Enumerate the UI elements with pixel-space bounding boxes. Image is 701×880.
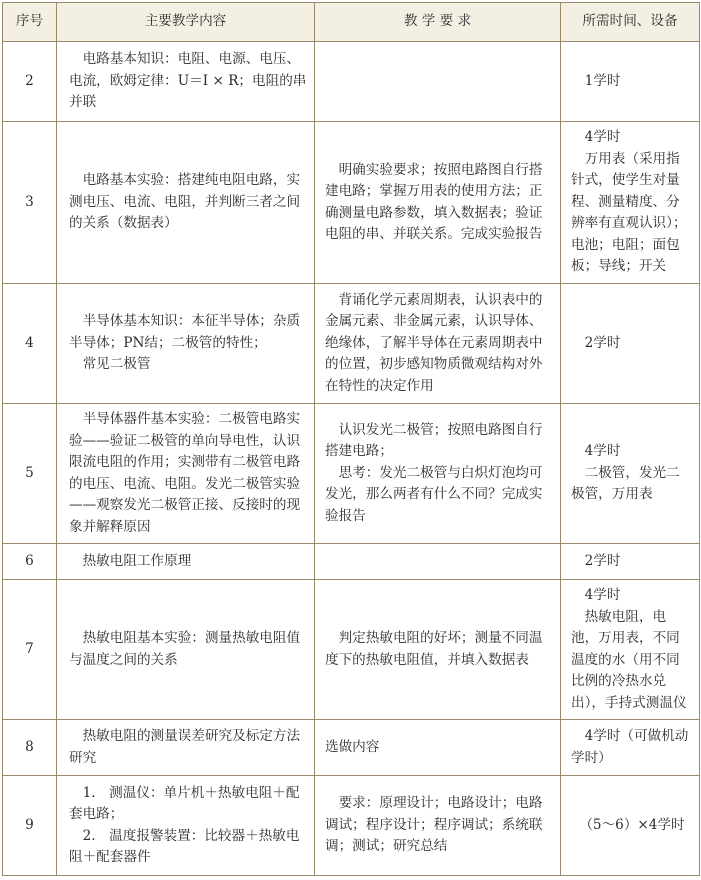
curriculum-table xyxy=(2,2,700,876)
row-content-text: 半导体器件基本实验：二极管电路实验——验证二极管的单向导电性，认识限流电阻的作用；实测带有二极管电路的电压、电流、电阻。发光二极管实验——观察发光二极管正接、反接时的现象并解释原因 xyxy=(69,411,301,535)
table-row xyxy=(3,404,700,544)
row-requirement xyxy=(315,544,561,580)
row-number: 9 xyxy=(3,776,57,876)
row-number: 4 xyxy=(3,284,57,404)
table-row xyxy=(3,580,700,720)
row-time-line: （5～6）×4学时 xyxy=(579,816,685,833)
table-row xyxy=(3,284,700,404)
row-time xyxy=(561,544,700,580)
row-requirement-text: 判定热敏电阻的好坏；测量不同温度下的热敏电阻值，并填入数据表 xyxy=(325,630,543,668)
row-time xyxy=(561,284,700,404)
row-content xyxy=(57,776,315,876)
row-time xyxy=(561,580,700,720)
row-requirement-text: 背诵化学元素周期表，认识表中的金属元素、非金属元素，认识导体、绝缘体，了解半导体在元素周期表中的位置，初步感知物质微观结构对外在特性的决定作用 xyxy=(325,291,543,394)
row-requirement xyxy=(315,122,561,284)
row-requirement-line: 认识发光二极管；按照电路图自行搭建电路； xyxy=(325,421,543,460)
row-time-line: 2学时 xyxy=(584,552,621,569)
row-time xyxy=(561,720,700,776)
header-row xyxy=(3,3,700,42)
row-time xyxy=(561,122,700,284)
table-row xyxy=(3,720,700,776)
row-number: 2 xyxy=(3,42,57,122)
row-requirement xyxy=(315,284,561,404)
row-requirement-line: 思考：发光二极管与白炽灯泡均可发光，那么两者有什么不同？完成实验报告 xyxy=(325,464,543,524)
row-time xyxy=(561,42,700,122)
row-requirement xyxy=(315,42,561,122)
row-content-text: 电路基本知识：电阻、电源、电压、电流，欧姆定律：U＝I × R；电阻的串并联 xyxy=(69,51,307,111)
row-number: 5 xyxy=(3,404,57,544)
row-time-line: 4学时（可做机动学时） xyxy=(571,728,689,766)
row-requirement xyxy=(315,404,561,544)
row-time xyxy=(561,404,700,544)
row-content-line: 半导体基本知识：本征半导体；杂质半导体；PN结；二极管的特性； xyxy=(69,313,301,351)
row-requirement-text: 明确实验要求；按照电路图自行搭建电路；掌握万用表的使用方法；正确测量电路参数，填入数据表；验证电阻的串、并联关系。完成实验报告 xyxy=(325,161,543,242)
row-time-line: 2学时 xyxy=(584,334,621,351)
header-requirement: 教 学 要 求 xyxy=(315,3,561,42)
row-content xyxy=(57,284,315,404)
header-time: 所需时间、设备 xyxy=(561,3,700,42)
row-content-line: 1. 测温仪：单片机＋热敏电阻＋配套电路； xyxy=(69,784,300,822)
table-row xyxy=(3,544,700,580)
row-time xyxy=(561,776,700,876)
row-content-line: 常见二极管 xyxy=(82,356,151,373)
row-number: 8 xyxy=(3,720,57,776)
row-time-line: 1学时 xyxy=(584,72,621,89)
table-row xyxy=(3,122,700,284)
row-content-text: 电路基本实验：搭建纯电阻电路，实测电压、电流、电阻，并判断三者之间的关系（数据表） xyxy=(69,172,301,232)
row-requirement xyxy=(315,776,561,876)
row-requirement-text: 要求：原理设计；电路设计；电路调试；程序设计；程序调试；系统联调；测试；研究总结 xyxy=(325,795,543,855)
row-equipment-line: 二极管，发光二极管，万用表 xyxy=(571,464,680,503)
header-num: 序号 xyxy=(3,3,57,42)
row-content xyxy=(57,404,315,544)
row-time-line: 4学时 xyxy=(584,443,621,460)
row-content-text: 热敏电阻的测量误差研究及标定方法研究 xyxy=(69,728,301,766)
row-content xyxy=(57,122,315,284)
row-number: 6 xyxy=(3,544,57,580)
row-requirement xyxy=(315,580,561,720)
row-content-text: 热敏电阻工作原理 xyxy=(82,552,192,569)
row-equipment-line: 万用表（采用指针式，使学生对量程、测量精度、分辨率有直观认识）；电池；电阻；面包板；导线；开关 xyxy=(571,150,687,275)
table-row xyxy=(3,42,700,122)
row-content xyxy=(57,720,315,776)
row-content-line: 2. 温度报警装置：比较器＋热敏电阻＋配套器件 xyxy=(69,827,300,865)
row-content xyxy=(57,580,315,720)
row-content xyxy=(57,544,315,580)
row-requirement xyxy=(315,720,561,776)
row-number: 7 xyxy=(3,580,57,720)
row-content-text: 热敏电阻基本实验：测量热敏电阻值与温度之间的关系 xyxy=(69,630,301,668)
table-row xyxy=(3,776,700,876)
row-requirement-text: 选做内容 xyxy=(325,738,380,755)
row-equipment-line: 热敏电阻，电池，万用表，不同温度的水（用不同比例的冷热水兑出），手持式测温仪 xyxy=(571,608,687,711)
header-content: 主要教学内容 xyxy=(57,3,315,42)
row-number: 3 xyxy=(3,122,57,284)
row-content xyxy=(57,42,315,122)
row-time-line: 4学时 xyxy=(584,587,621,603)
row-time-line: 4学时 xyxy=(584,129,621,146)
